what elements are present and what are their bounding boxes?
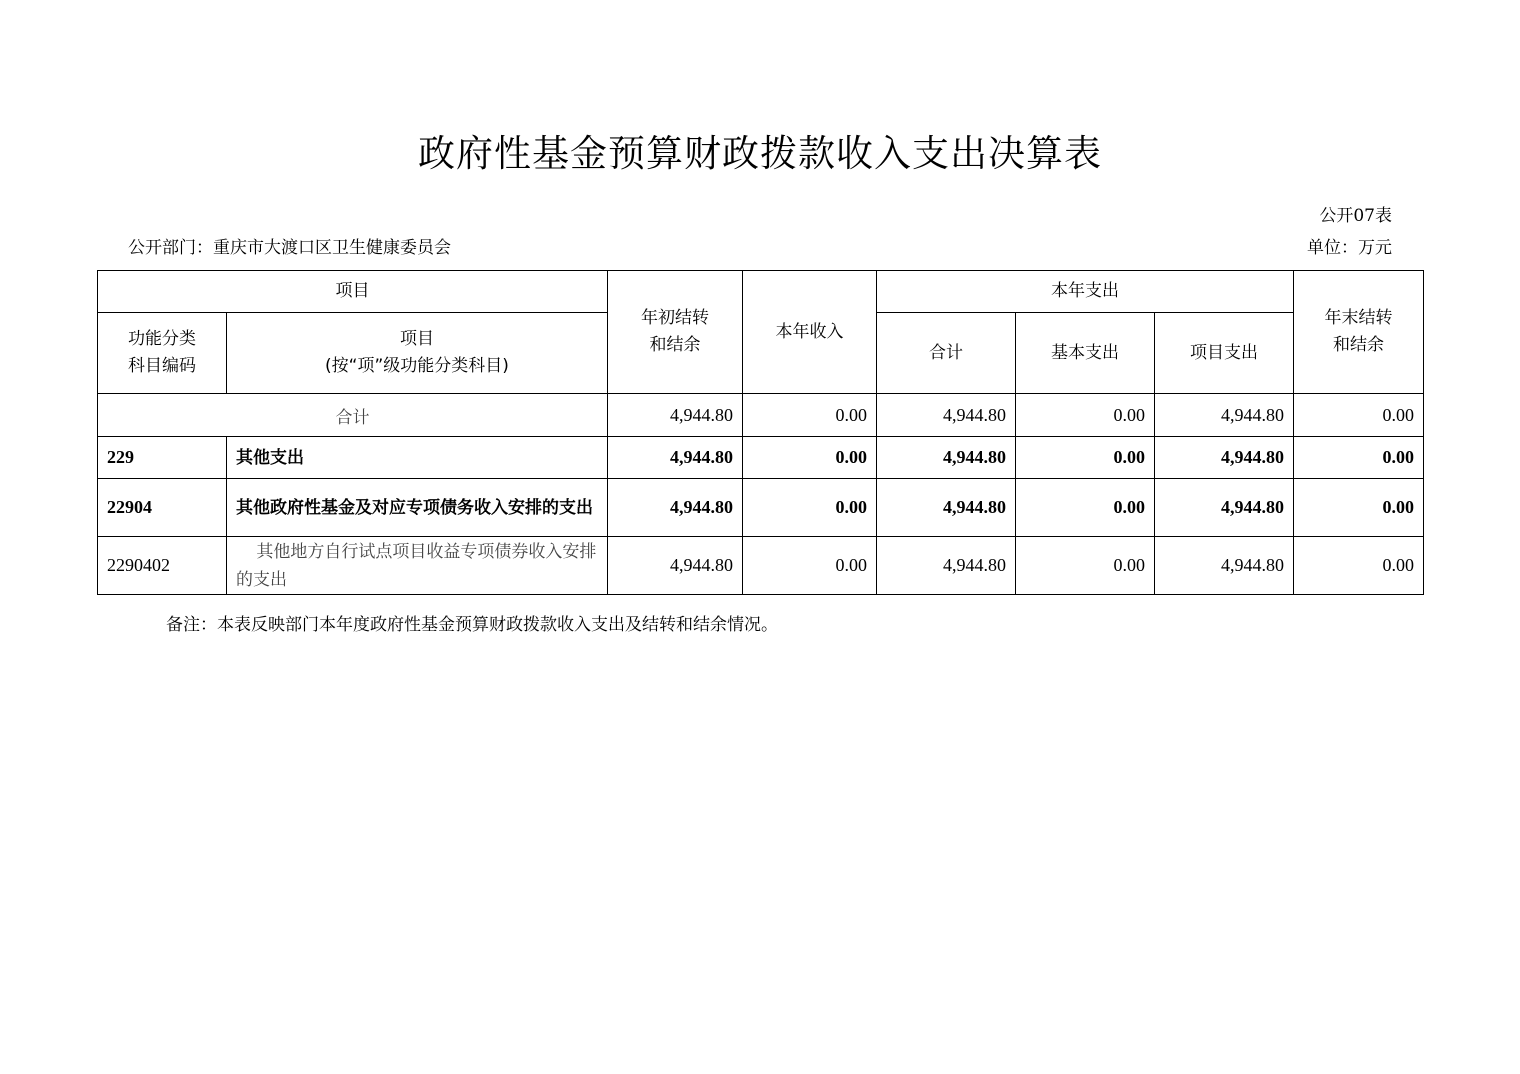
row-income: 0.00 bbox=[743, 479, 877, 537]
budget-table bbox=[97, 270, 1424, 595]
table-number: 公开07表 bbox=[1319, 206, 1392, 226]
header-total: 合计 bbox=[877, 313, 1016, 394]
row-income: 0.00 bbox=[743, 537, 877, 595]
row-project: 4,944.80 bbox=[1155, 437, 1294, 479]
header-opening-balance: 年初结转 和结余 bbox=[608, 271, 743, 394]
row-name: 其他地方自行试点项目收益专项债券收入安排的支出 bbox=[227, 537, 608, 595]
department-label: 公开部门：重庆市大渡口区卫生健康委员会 bbox=[128, 238, 451, 258]
total-income: 0.00 bbox=[743, 394, 877, 437]
row-project: 4,944.80 bbox=[1155, 479, 1294, 537]
total-row bbox=[98, 394, 1424, 437]
row-total: 4,944.80 bbox=[877, 537, 1016, 595]
header-row-1 bbox=[98, 271, 1424, 313]
table-row bbox=[98, 479, 1424, 537]
footnote: 备注：本表反映部门本年度政府性基金预算财政拨款收入支出及结转和结余情况。 bbox=[166, 615, 778, 635]
header-basic-expense: 基本支出 bbox=[1016, 313, 1155, 394]
header-closing-balance: 年末结转 和结余 bbox=[1294, 271, 1424, 394]
header-project-expense: 项目支出 bbox=[1155, 313, 1294, 394]
row-closing: 0.00 bbox=[1294, 537, 1424, 595]
header-current-income: 本年收入 bbox=[743, 271, 877, 394]
row-total: 4,944.80 bbox=[877, 437, 1016, 479]
row-code: 22904 bbox=[98, 479, 227, 537]
row-closing: 0.00 bbox=[1294, 437, 1424, 479]
total-label: 合计 bbox=[98, 394, 608, 437]
header-project: 项目 bbox=[98, 271, 608, 313]
header-current-expense: 本年支出 bbox=[877, 271, 1294, 313]
row-total: 4,944.80 bbox=[877, 479, 1016, 537]
row-name: 其他支出 bbox=[227, 437, 608, 479]
row-opening: 4,944.80 bbox=[608, 479, 743, 537]
total-project: 4,944.80 bbox=[1155, 394, 1294, 437]
total-expense-total: 4,944.80 bbox=[877, 394, 1016, 437]
header-func-code: 功能分类 科目编码 bbox=[98, 313, 227, 394]
row-code: 2290402 bbox=[98, 537, 227, 595]
row-income: 0.00 bbox=[743, 437, 877, 479]
unit-label: 单位：万元 bbox=[1307, 238, 1392, 258]
header-project-sub: 项目 (按“项”级功能分类科目) bbox=[227, 313, 608, 394]
row-basic: 0.00 bbox=[1016, 437, 1155, 479]
table-row bbox=[98, 537, 1424, 595]
row-closing: 0.00 bbox=[1294, 479, 1424, 537]
row-opening: 4,944.80 bbox=[608, 437, 743, 479]
total-closing: 0.00 bbox=[1294, 394, 1424, 437]
row-code: 229 bbox=[98, 437, 227, 479]
row-name: 其他政府性基金及对应专项债务收入安排的支出 bbox=[227, 479, 608, 537]
row-opening: 4,944.80 bbox=[608, 537, 743, 595]
table-row bbox=[98, 437, 1424, 479]
total-basic: 0.00 bbox=[1016, 394, 1155, 437]
total-opening: 4,944.80 bbox=[608, 394, 743, 437]
row-basic: 0.00 bbox=[1016, 479, 1155, 537]
row-project: 4,944.80 bbox=[1155, 537, 1294, 595]
page-title: 政府性基金预算财政拨款收入支出决算表 bbox=[418, 132, 1102, 175]
row-basic: 0.00 bbox=[1016, 537, 1155, 595]
